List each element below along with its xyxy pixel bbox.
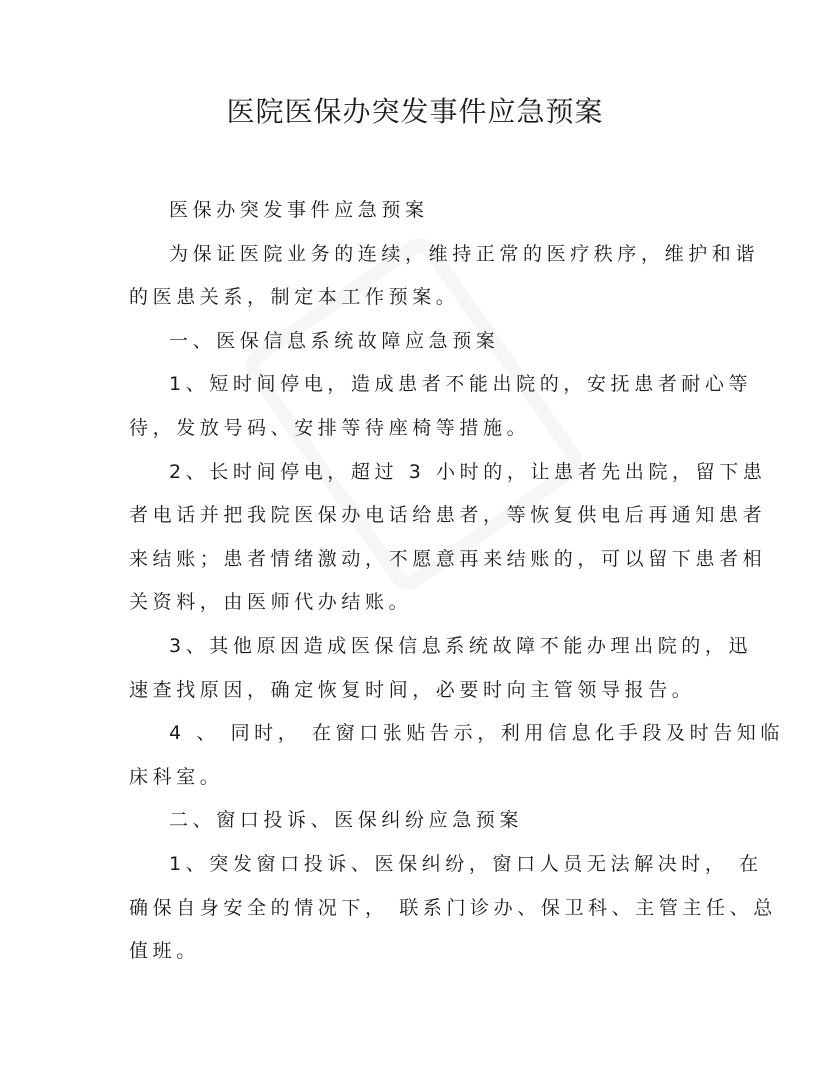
text-line: 一、医保信息系统故障应急预案 xyxy=(169,329,500,352)
text-line: 2、长时间停电，超过 3 小时的，让患者先出院，留下患 xyxy=(169,460,767,483)
text-line: 床科室。 xyxy=(129,765,224,788)
text-line: 者电话并把我院医保办电话给患者，等恢复供电后再通知患者 xyxy=(129,504,767,527)
text-line: 二、窗口投诉、医保纠纷应急预案 xyxy=(169,809,524,832)
text-line: 医保办突发事件应急预案 xyxy=(169,199,429,221)
text-line: 3、其他原因造成医保信息系统故障不能办理出院的，迅 xyxy=(169,634,753,657)
text-line: 来结账；患者情绪激动，不愿意再来结账的，可以留下患者相 xyxy=(129,547,767,570)
text-line: 1、突发窗口投诉、医保纠纷，窗口人员无法解决时， 在 xyxy=(169,852,763,875)
text-line: 关资料，由医师代办结账。 xyxy=(129,591,413,614)
text-line: 速查找原因，确定恢复时间，必要时向主管领导报告。 xyxy=(129,678,696,701)
text-line: 为保证医院业务的连续，维持正常的医疗秩序，维护和谐 xyxy=(169,242,760,265)
text-line: 的医患关系，制定本工作预案。 xyxy=(129,286,460,309)
text-line: 4 、 同时， 在窗口张贴告示，利用信息化手段及时告知临 xyxy=(169,722,785,745)
text-line: 值班。 xyxy=(129,940,200,963)
document-title: 医院医保办突发事件应急预案 xyxy=(226,95,604,128)
text-line: 待，发放号码、安排等待座椅等措施。 xyxy=(129,416,531,439)
document-body xyxy=(129,193,785,978)
text-line: 1、短时间停电，造成患者不能出院的，安抚患者耐心等 xyxy=(169,373,753,396)
text-line: 确保自身安全的情况下， 联系门诊办、保卫科、主管主任、总 xyxy=(129,896,777,919)
